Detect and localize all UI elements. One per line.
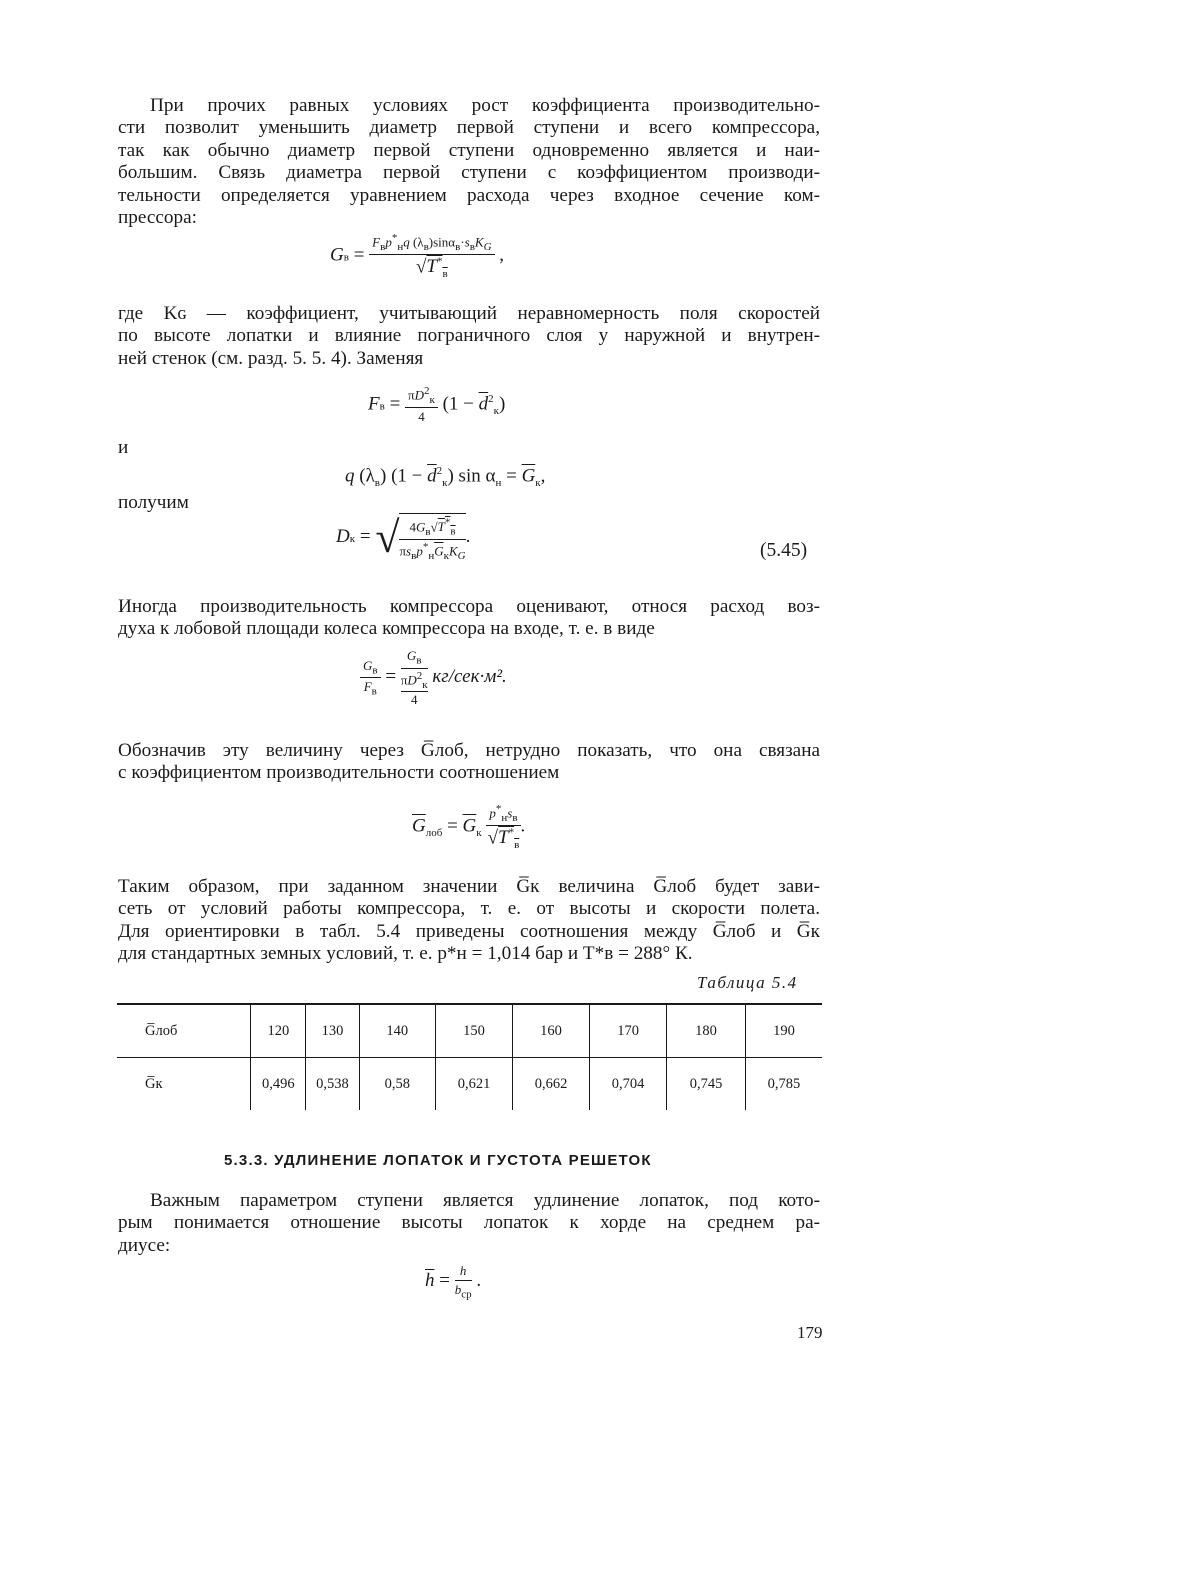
table-cell: 0,58 [359,1058,435,1111]
text-line: для стандартных земных условий, т. е. p*н = 1,014 бар и T*в = 288° К. [118,943,693,965]
text-line: сти позволит уменьшить диаметр первой ступени и всего компрессора, [118,117,820,139]
table-caption: Таблица 5.4 [697,973,798,992]
text-line: так как обычно диаметр первой ступени одновременно является и наи- [118,139,820,161]
text-line: При прочих равных условиях рост коэффициента производительно- [150,95,820,116]
equation-aspect-ratio: $\overline{h}$ = $\frac{h}{b_{ср}}$ . [425,1263,482,1301]
paragraph-1 [118,95,820,229]
table-cell: 0,704 [590,1058,667,1111]
table-cell: 190 [745,1004,822,1058]
equation-relative-flow: q $(\lambda_в) (1 - \overline{d}^2_к)$ $\sin \alpha_н = \overline{G}_к$, [345,465,546,490]
text-line: Таким образом, при заданном значении G̅к величина G̅лоб будет зави- [118,876,820,897]
text-line: большим. Связь диаметра первой ступени с коэффициентом производи- [118,162,820,184]
text-line: по высоте лопатки и влияние пограничного слоя у наружной и внутрен- [118,325,820,347]
table-cell: 0,662 [513,1058,590,1111]
equation-diameter: Dк = √ $\frac{4G_в√T^*_в}{\pi s_вp^*_н\overline{G}_кK_G}$ . [336,513,471,562]
text-line: с коэффициентом производительности соотношением [118,762,560,784]
table-cell: 0,621 [435,1058,512,1111]
paragraph-6 [118,1190,820,1257]
equation-area: Fв = $\frac{\pi D^2_к}{4}$ $(1 - \overline{d}^2_к)$ [368,385,506,424]
text-line: Для ориентировки в табл. 5.4 приведены соотношения между G̅лоб и G̅к [118,920,820,942]
equation-frontal-coefficient: $\overline{G}_{лоб} = \overline{G}_к$ $\frac{p^*_нs_в}{√T^*_в}$ . [412,803,526,852]
paragraph-2 [118,303,820,370]
table-row [117,1004,822,1058]
text-line: диусе: [118,1234,171,1256]
table-cell: 0,745 [667,1058,746,1111]
table-cell: 160 [513,1004,590,1058]
table-cell: 120 [251,1004,306,1058]
data-table [117,1003,822,1110]
text-line: рым понимается отношение высоты лопаток к хорде на среднем ра- [118,1212,820,1234]
text-line: сеть от условий работы компрессора, т. е. от высоты и скорости полета. [118,898,820,920]
paragraph-5 [118,876,820,966]
equation-frontal-flow: $\frac{G_в}{F_в}$ = $G_в$ $\pi D^2_к$ 4 кг/сек·м². [360,648,507,708]
table-cell: 170 [590,1004,667,1058]
section-heading: 5.3.3. УДЛИНЕНИЕ ЛОПАТОК И ГУСТОТА РЕШЕТОК [224,1152,652,1169]
table-cell: 150 [435,1004,512,1058]
table-row [117,1058,822,1111]
table-cell: 130 [306,1004,359,1058]
text-line: прессора: [118,207,197,229]
paragraph-4 [118,740,820,785]
table-cell: 180 [667,1004,746,1058]
row-label: G̅к [145,1075,163,1092]
row-label: G̅лоб [117,1004,251,1058]
text-line: тельности определяется уравнением расхода через входное сечение ком- [118,184,820,206]
word-get: получим [118,492,189,513]
table-cell: 0,785 [745,1058,822,1111]
text-line: Важным параметром ступени является удлинение лопаток, под кото- [150,1190,820,1211]
text-line: Иногда производительность компрессора оценивают, относя расход воз- [118,596,820,617]
paragraph-3 [118,596,820,641]
page-number: 179 [797,1323,823,1342]
equation-number: (5.45) [760,540,808,561]
units-label: кг/сек·м². [432,666,507,688]
text-line: где Kɢ — коэффициент, учитывающий неравномерность поля скоростей [118,303,820,324]
table-cell: 0,538 [306,1058,359,1111]
text-line: Обозначив эту величину через G̅лоб, нетрудно показать, что она связана [118,740,820,761]
table-cell: 140 [359,1004,435,1058]
table-cell: 0,496 [251,1058,306,1111]
text-line: духа к лобовой площади колеса компрессора на входе, т. е. в виде [118,618,655,640]
word-and: и [118,437,129,458]
text-line: ней стенок (см. разд. 5. 5. 4). Заменяя [118,347,424,369]
equation-flow-rate: Gв = $\frac{F_вp^*_нq (\lambda_в)\sin\alpha_в\cdot s_вK_G}{√T^*_в}$ , [330,232,505,281]
